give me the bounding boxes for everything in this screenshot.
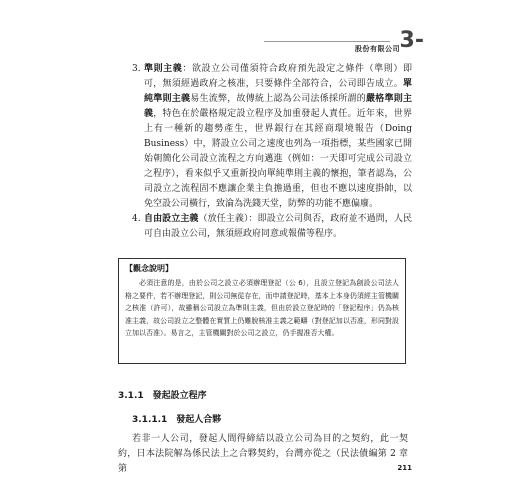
body-paragraph: 若非一人公司，發起人間得締結以設立公司為目的之契約，此一契約，日本法院解為係民法上之合夥契約，台灣亦從之（民法債編第 2 章第 <box>118 434 408 474</box>
page-header <box>264 28 424 58</box>
item-text: ：欲設立公司僅須符合政府預先設定之條件（準則）即可，無須經過政府之核准，只要條件全部符合，公司即告成立。 <box>144 64 412 89</box>
item-text: 易生流弊，故傳統上認為公司法係採所謂的 <box>190 94 366 104</box>
list-item-number: 4. <box>132 214 141 224</box>
term-standard-principle: 準則主義 <box>144 64 183 74</box>
term-strict-standard: 嚴格準則主義 <box>144 94 412 119</box>
page-number: 211 <box>397 464 412 472</box>
subsection-heading: 3.1.1.1 發起人合夥 <box>132 415 222 425</box>
concept-note-box <box>118 258 406 364</box>
section-heading: 3.1.1 發起設立程序 <box>118 391 207 401</box>
term-simple-standard: 單純準則主義 <box>144 79 412 104</box>
item-text: （放任主義）：即設立公司與否，政府並不過問，人民可自由設立公司，無須經政府同意或報備等程序。 <box>144 214 412 239</box>
chapter-number-value: 3 <box>399 28 415 53</box>
header-rule <box>264 41 390 42</box>
chapter-number: 3- <box>399 28 424 53</box>
note-body: 必須注意的是，由於公司之設立必須辦理登記（公 6），且設立登記為創設公司法人格之要件，若不辦理登記，則公司無從存在，而申請登記時，基本上本身仍須經主管機關之核准（許可），故雖稱公司設立為準則主義，但由於設立登記時的「登記程序」仍為核准主義，故公司設立之整體在實質上仍難脫核准主義之範疇（對登記加以否准，形同對設立加以否准）。易言之，主管機關對於公司之設立，仍手握准否大權。 <box>125 279 399 337</box>
list-item-number: 3. <box>132 64 141 74</box>
chapter-title: 股份有限公司 <box>355 45 400 53</box>
note-title: 【觀念說明】 <box>125 264 173 273</box>
item-text: ，特色在於嚴格規定設立程序及加重發起人責任。近年來，世界上有一種新的趨勢產生，世界銀行在其經商環境報告（Doing Business）中，將設立公司之速度也列為一項指標，某些國家已開始朝簡化公司設立流程之方向邁進（例如：一天即可完成公司設立之程序），看來似乎又重新投向單純準則主義的懷抱，筆者認為，公司設立之流程固不應讓企業主負擔過重，但也不應以速度掛帥，以免空設公司橫行，致淪為洗錢天堂，防弊的功能不應偏廢。 <box>144 109 412 209</box>
principles-list <box>132 62 412 242</box>
term-free-establishment: 自由設立主義 <box>144 214 199 224</box>
list-item <box>132 62 412 212</box>
list-item <box>132 212 412 242</box>
